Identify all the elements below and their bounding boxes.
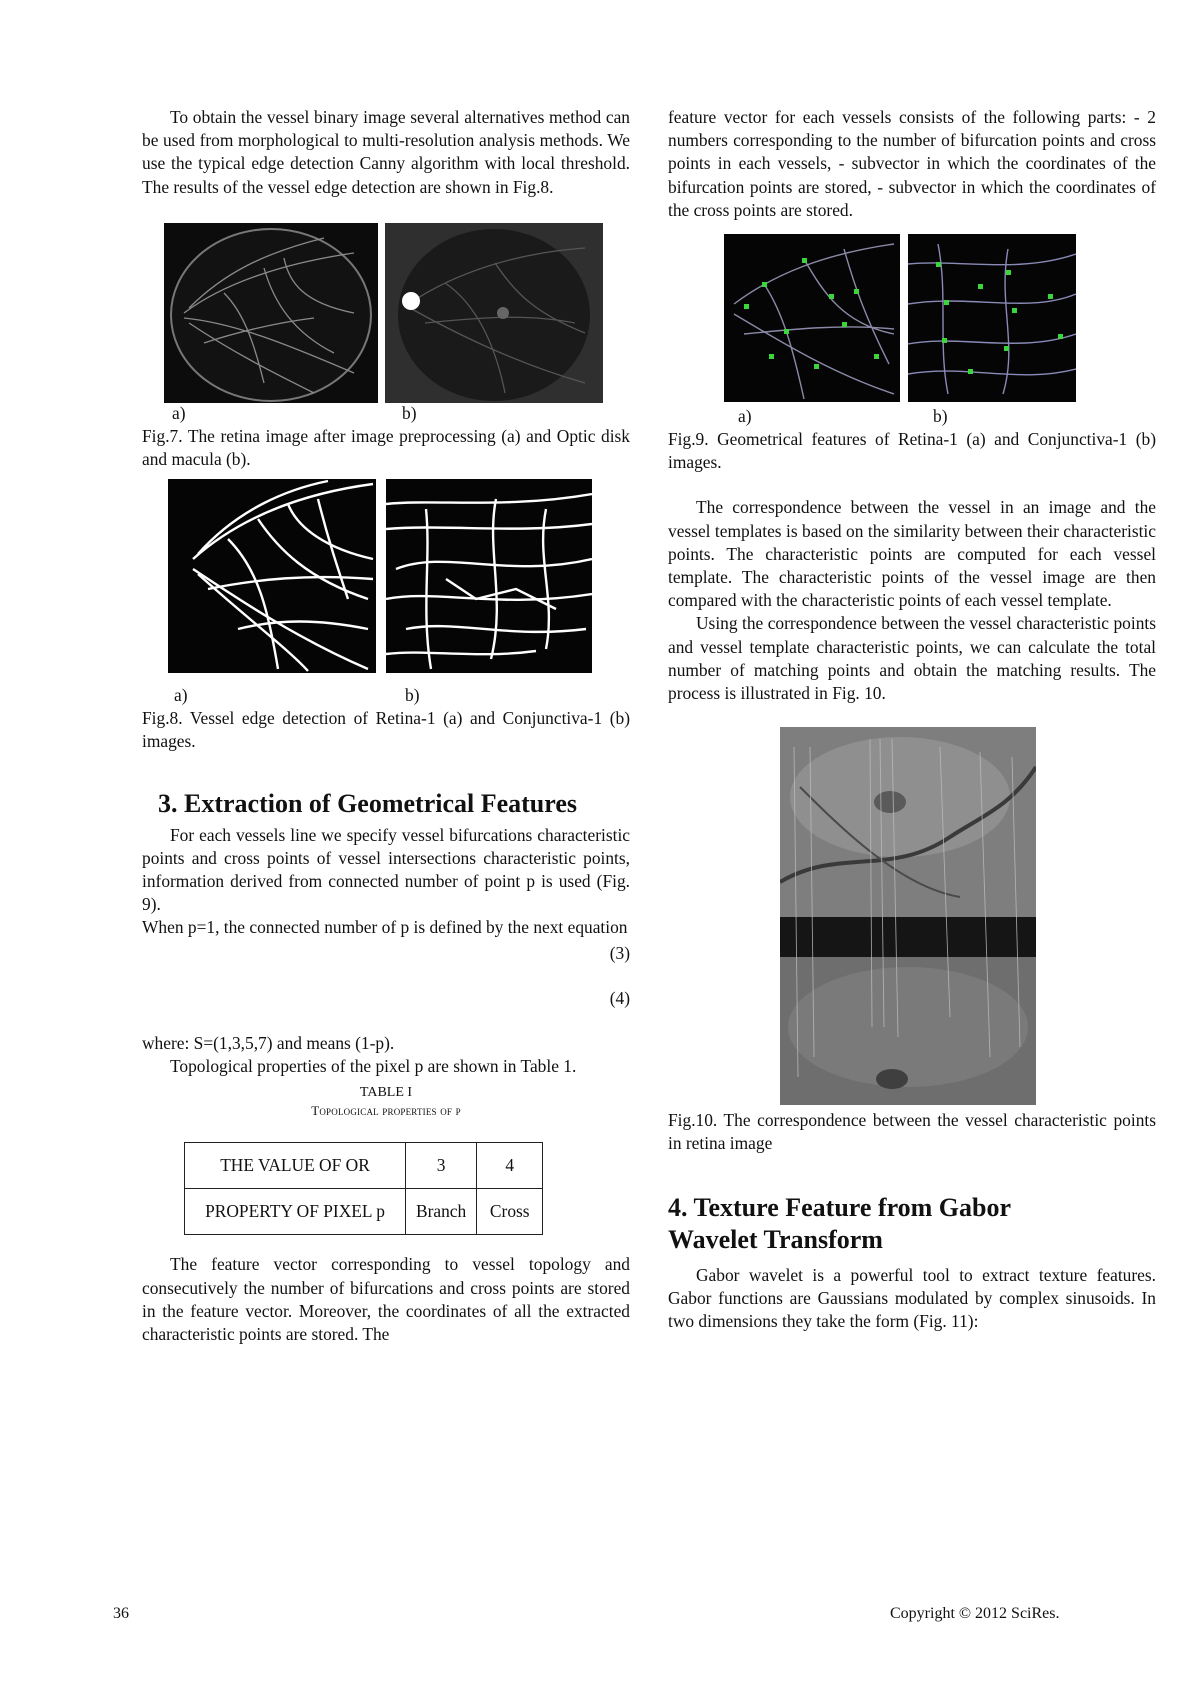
figure-7-sublabels [142, 403, 630, 425]
optic-disk-macula-image [385, 223, 603, 403]
figure-9 [668, 234, 1156, 402]
table-subtitle: Topological properties of p [311, 1103, 461, 1119]
retina-preprocessed-image [164, 223, 378, 403]
figure-9-caption: Fig.9. Geometrical features of Retina-1 (a) and Conjunctiva-1 (b) images. [668, 429, 1156, 473]
figure-9-sublabels [668, 406, 1156, 428]
right-column [668, 106, 1156, 1333]
table-cell: Branch [406, 1189, 477, 1235]
paragraph: Gabor wavelet is a powerful tool to extract texture features. Gabor functions are Gaussians modulated by complex sinusoids. In two dimensions they take the form (Fig. 11): [668, 1264, 1156, 1332]
table-cell: Cross [477, 1189, 543, 1235]
subfigure-label-a: a) [738, 406, 752, 427]
page-number: 36 [113, 1605, 129, 1622]
figure-10 [668, 727, 1156, 1105]
table-cell: PROPERTY OF PIXEL p [185, 1189, 406, 1235]
paragraph: where: S=(1,3,5,7) and means (1-p). [142, 1033, 395, 1054]
table-row [185, 1189, 543, 1235]
paragraph: The feature vector corresponding to vessel topology and consecutively the number of bifurcations and cross points are stored in the feature vector. Moreover, the coordinates of all the extracted characteristic points are stored. The [142, 1254, 630, 1345]
conjunctiva-vessel-edge-image [386, 479, 592, 673]
figure-10-caption: Fig.10. The correspondence between the vessel characteristic points in retina image [668, 1110, 1156, 1154]
table-cell: THE VALUE OF OR [185, 1143, 406, 1189]
paragraph: Topological properties of the pixel p are shown in Table 1. [170, 1056, 577, 1077]
table-row [185, 1143, 543, 1189]
retina-vessel-edge-image [168, 479, 376, 673]
subfigure-label-a: a) [174, 685, 188, 706]
paragraph: feature vector for each vessels consists of the following parts: - 2 numbers corresponding to the number of bifurcation points and cross points in each vessels, - subvector in which the coordinates of the bifurcation points are stored, - subvector in which the coordinates of the cross points are stored. [668, 107, 1156, 220]
subfigure-label-b: b) [405, 685, 420, 706]
figure-8-sublabels [142, 685, 630, 707]
subfigure-label-b: b) [933, 406, 948, 427]
section-4-heading: 4. Texture Feature from Gabor Wavelet Transform [668, 1192, 1011, 1254]
conjunctiva-geometrical-features-image [908, 234, 1076, 402]
equation-3-number: (3) [609, 942, 630, 963]
paragraph: When p=1, the connected number of p is defined by the next equation [142, 917, 628, 938]
equation-4-number: (4) [609, 987, 630, 1008]
paragraph: To obtain the vessel binary image several alternatives method can be used from morphological to multi-resolution analysis methods. We use the typical edge detection Canny algorithm with local threshold. The results of the vessel edge detection are shown in Fig.8. [142, 107, 630, 197]
figure-7-caption: Fig.7. The retina image after image preprocessing (a) and Optic disk and macula (b). [142, 425, 630, 470]
figure-8 [142, 479, 630, 673]
paragraph: For each vessels line we specify vessel bifurcations characteristic points and cross points of vessel intersections characteristic points, information derived from connected number of point p is used (Fig. 9). [142, 824, 630, 915]
figure-7 [142, 223, 630, 403]
table-cell: 4 [477, 1143, 543, 1189]
left-column [142, 106, 630, 1346]
copyright-notice: Copyright © 2012 SciRes. [890, 1605, 1060, 1622]
subfigure-label-b: b) [402, 402, 417, 423]
paragraph: The correspondence between the vessel in an image and the vessel templates is based on the similarity between their characteristic points. The characteristic points are computed for each vessel template. The characteristic points of the vessel image are then compared with the characteristic points of each vessel template. [668, 497, 1156, 611]
section-3-heading: 3. Extraction of Geometrical Features [158, 788, 577, 818]
table-cell: 3 [406, 1143, 477, 1189]
subfigure-label-a: a) [172, 402, 186, 423]
topological-properties-table [184, 1142, 543, 1235]
figure-8-caption: Fig.8. Vessel edge detection of Retina-1 (a) and Conjunctiva-1 (b) images. [142, 708, 630, 752]
retina-geometrical-features-image [724, 234, 900, 402]
table-title: TABLE I [359, 1085, 413, 1101]
retina-correspondence-image [780, 727, 1036, 1105]
paragraph: Using the correspondence between the vessel characteristic points and vessel template characteristic points, we can calculate the total number of matching points and obtain the matching results. The process is illustrated in Fig. 10. [668, 613, 1156, 704]
